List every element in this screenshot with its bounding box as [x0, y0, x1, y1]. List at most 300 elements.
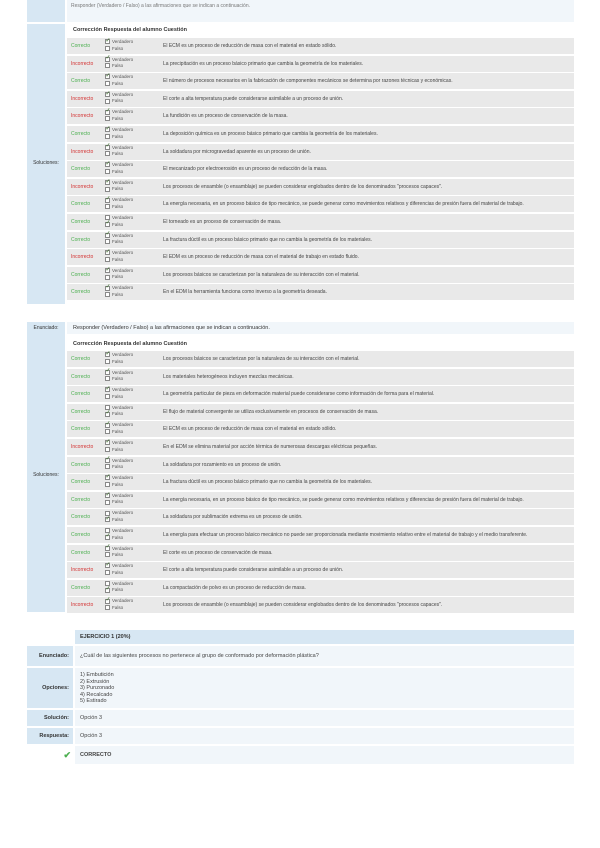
- checkbox-false-icon: [105, 134, 110, 139]
- table-row: [67, 179, 574, 196]
- top-strip-text: Responder (Verdadero / Falso) a las afirmaciones que se indican a continuación.: [67, 0, 574, 22]
- option-false: [105, 394, 163, 401]
- checkbox-false-icon: [105, 482, 110, 487]
- result-icon-cell: [27, 746, 73, 764]
- question-text: La energía necesaria, en un proceso básico de tipo mecánico, se puede generar como movimientos relativos y diferencias de presión fuera del material de trabajo.: [163, 201, 524, 208]
- table-row: [67, 56, 574, 73]
- result-label: Correcto: [71, 496, 91, 503]
- question-block-2: [27, 322, 574, 612]
- option-false-label: Falso: [112, 358, 124, 364]
- option-false-label: Falso: [112, 239, 124, 245]
- table-row: [67, 527, 574, 544]
- option-true-label: Verdadero: [112, 232, 134, 238]
- question-text: Los procesos básicos se caracterizan por la naturaleza de su interacción con el material.: [163, 356, 360, 362]
- result-label: Correcto: [71, 549, 91, 556]
- question-text: El torneado es un proceso de conservación de masa.: [163, 219, 282, 225]
- option-true-label: Verdadero: [112, 457, 134, 463]
- question-text: El EDM es un proceso de reducción de masa con el material de trabajo en estado fluido.: [163, 254, 359, 261]
- answer-options: [105, 581, 163, 595]
- table-row: [67, 457, 574, 474]
- option-item: 3) Punzonado: [80, 685, 115, 691]
- option-false: [105, 552, 163, 559]
- option-false: [105, 204, 163, 211]
- answer-options: [105, 250, 163, 264]
- question-text: La soldadura por sublimación extrema es un proceso de unión.: [163, 514, 303, 521]
- question-text: En el EDM la herramienta funciona como inverso a la geometría deseada.: [163, 289, 327, 296]
- table-row: [67, 232, 574, 249]
- question-text: La precipitación es un proceso básico primario que cambia la geometría de los materiales.: [163, 60, 364, 67]
- checkbox-false-icon: [105, 517, 110, 522]
- checkbox-true-icon: [105, 57, 110, 62]
- checkbox-false-icon: [105, 292, 110, 297]
- checkbox-true-icon: [105, 233, 110, 238]
- result-label: Incorrecto: [71, 148, 94, 155]
- checkbox-false-icon: [105, 552, 110, 557]
- result-label: Incorrecto: [71, 602, 94, 609]
- checkbox-true-icon: [105, 352, 110, 357]
- enunciado-row: [27, 646, 574, 666]
- checkbox-true-icon: [105, 475, 110, 480]
- option-false-label: Falso: [112, 151, 124, 157]
- question-text: Los procesos de ensamble (o ensamblaje) se pueden considerar englobados dentro de los denominados "procesos capaces".: [163, 183, 443, 190]
- option-true-label: Verdadero: [112, 39, 134, 44]
- option-false-label: Falso: [112, 516, 124, 522]
- checkbox-false-icon: [105, 204, 110, 209]
- option-true-label: Verdadero: [112, 352, 134, 357]
- checkbox-false-icon: [105, 116, 110, 121]
- question-text: La deposición química es un proceso básico primario que cambia la geometría de los materiales.: [163, 131, 378, 137]
- answer-options: [105, 57, 163, 71]
- side-panel: [27, 322, 65, 612]
- question-text: La geometría particular de pieza en deformación material puede considerarse como información de forma para el material.: [163, 391, 435, 398]
- option-true-label: Verdadero: [112, 197, 134, 203]
- option-false: [105, 292, 163, 299]
- table-row: [67, 161, 574, 178]
- option-false: [105, 587, 163, 594]
- checkbox-false-icon: [105, 187, 110, 192]
- exercise-header: [75, 630, 574, 644]
- answer-options: [105, 285, 163, 299]
- answer-options: [105, 370, 163, 384]
- option-false: [105, 116, 163, 123]
- checkbox-true-icon: [105, 563, 110, 568]
- question-text: La energía necesaria, en un proceso básico de tipo mecánico, se puede generar como movimientos relativos y diferencias de presión fuera del material de trabajo.: [163, 496, 524, 503]
- table-header: Corrección Respuesta del alumno Cuestión: [73, 27, 187, 33]
- option-false: [105, 535, 163, 542]
- table-row: [67, 439, 574, 456]
- result-label: Correcto: [71, 131, 91, 137]
- option-true-label: Verdadero: [112, 492, 134, 498]
- option-false-label: Falso: [112, 393, 124, 399]
- option-false: [105, 605, 163, 612]
- result-label: Incorrecto: [71, 95, 94, 102]
- solucion-row: [27, 710, 574, 726]
- option-true-label: Verdadero: [112, 475, 134, 481]
- table-row: [67, 214, 574, 231]
- result-label: Correcto: [71, 236, 91, 243]
- option-false-label: Falso: [112, 45, 124, 51]
- option-false: [105, 46, 163, 53]
- checkbox-false-icon: [105, 588, 110, 593]
- option-false-label: Falso: [112, 446, 124, 452]
- result-label: Correcto: [71, 201, 91, 208]
- option-false: [105, 98, 163, 105]
- option-false-label: Falso: [112, 604, 124, 610]
- question-block-1: [27, 24, 574, 304]
- option-item: 4) Recalcado: [80, 691, 113, 698]
- result-label: Correcto: [71, 271, 91, 278]
- checkbox-false-icon: [105, 63, 110, 68]
- option-true-label: Verdadero: [112, 109, 134, 115]
- checkbox-true-icon: [105, 180, 110, 185]
- table-row: [67, 126, 574, 143]
- result-label: Correcto: [71, 479, 91, 486]
- table-row: [67, 492, 574, 509]
- checkbox-true-icon: [105, 198, 110, 203]
- option-true-label: Verdadero: [112, 144, 134, 150]
- top-strip-label: [27, 0, 65, 22]
- checkbox-false-icon: [105, 222, 110, 227]
- question-text: La soldadura por rozamiento es un proceso de unión.: [163, 461, 282, 468]
- table-row: [67, 386, 574, 403]
- checkbox-false-icon: [105, 275, 110, 280]
- checkbox-false-icon: [105, 447, 110, 452]
- checkbox-false-icon: [105, 412, 110, 417]
- option-false-label: Falso: [112, 552, 124, 558]
- question-text: En el EDM se elimina material por acción térmica de numerosas descargas eléctricas pequeñas.: [163, 444, 377, 450]
- answer-options: [105, 598, 163, 612]
- question-text: La compactación de polvo es un proceso de reducción de masa.: [163, 584, 306, 591]
- checkbox-true-icon: [105, 145, 110, 150]
- result-value: CORRECTO: [75, 746, 574, 764]
- checkbox-true-icon: [105, 370, 110, 375]
- option-item: 2) Extrusión: [80, 678, 110, 685]
- check-icon: ✔: [63, 749, 71, 760]
- option-false-label: Falso: [112, 428, 124, 434]
- checkbox-true-icon: [105, 440, 110, 445]
- answer-options: [105, 74, 163, 88]
- option-true-label: Verdadero: [112, 528, 134, 533]
- table-row: [67, 369, 574, 386]
- answer-options: [105, 493, 163, 507]
- table-row: [67, 597, 574, 614]
- option-false-label: Falso: [112, 221, 124, 227]
- checkbox-false-icon: [105, 464, 110, 469]
- question-text: El ECM es un proceso de reducción de masa con el material en estado sólido.: [163, 426, 337, 433]
- option-true-label: Verdadero: [112, 56, 134, 62]
- question-text: El corte es un proceso de conservación de masa.: [163, 549, 273, 556]
- option-false: [105, 464, 163, 471]
- enunciado-value: ¿Cuál de las siguientes procesos no pertenece al grupo de conformado por deformación plástica?: [75, 646, 574, 666]
- option-false-label: Falso: [112, 499, 124, 505]
- option-false: [105, 359, 163, 366]
- question-text: El mecanizado por electroerosión es un proceso de reducción de la masa.: [163, 166, 328, 173]
- option-false: [105, 222, 163, 229]
- option-false-label: Falso: [112, 464, 124, 470]
- result-label: Correcto: [71, 166, 91, 173]
- option-true-label: Verdadero: [112, 215, 134, 220]
- option-false: [105, 411, 163, 418]
- question-text: Los procesos de ensamble (o ensamblaje) se pueden considerar englobados dentro de los denominados "procesos capaces".: [163, 602, 443, 609]
- option-false-label: Falso: [112, 376, 124, 382]
- respuesta-row: [27, 728, 574, 744]
- answer-options: [105, 162, 163, 176]
- checkbox-false-icon: [105, 394, 110, 399]
- option-false: [105, 257, 163, 264]
- option-false-label: Falso: [112, 587, 124, 593]
- answer-options: [105, 180, 163, 194]
- table-row: [67, 474, 574, 491]
- table-row: [67, 73, 574, 90]
- table-row: [67, 91, 574, 108]
- exercise-block: [27, 630, 574, 766]
- checkbox-false-icon: [105, 500, 110, 505]
- enunciado-label: Enunciado:: [27, 646, 73, 666]
- option-false: [105, 429, 163, 436]
- option-false-label: Falso: [112, 534, 124, 540]
- checkbox-true-icon: [105, 39, 110, 44]
- option-true-label: Verdadero: [112, 127, 134, 132]
- opciones-row: [27, 668, 574, 708]
- question-text: La energía para efectuar un proceso básico mecánico no puede ser proporcionada mediante movimiento relativo entre el material de trabajo y el medio transferente.: [163, 532, 528, 538]
- checkbox-false-icon: [105, 239, 110, 244]
- checkbox-true-icon: [105, 546, 110, 551]
- exercise-title: EJERCICIO 1 (20%): [80, 634, 131, 640]
- result-label: Correcto: [71, 43, 91, 49]
- answer-options: [105, 563, 163, 577]
- checkbox-false-icon: [105, 429, 110, 434]
- checkbox-true-icon: [105, 268, 110, 273]
- option-false-label: Falso: [112, 115, 124, 121]
- option-true-label: Verdadero: [112, 91, 134, 97]
- checkbox-true-icon: [105, 250, 110, 255]
- answer-options: [105, 109, 163, 123]
- answer-options: [105, 233, 163, 247]
- option-true-label: Verdadero: [112, 545, 134, 551]
- option-true-label: Verdadero: [112, 162, 134, 168]
- option-false: [105, 376, 163, 383]
- option-false-label: Falso: [112, 186, 124, 192]
- option-false-label: Falso: [112, 133, 124, 139]
- answer-options: [105, 127, 163, 141]
- option-true-label: Verdadero: [112, 404, 134, 410]
- option-true-label: Verdadero: [112, 369, 134, 375]
- option-true-label: Verdadero: [112, 74, 134, 80]
- result-label: Incorrecto: [71, 60, 94, 67]
- option-false: [105, 499, 163, 506]
- question-text: Los materiales heterogéneos incluyen mezclas mecánicas.: [163, 373, 294, 380]
- answer-options: [105, 440, 163, 454]
- checkbox-false-icon: [105, 605, 110, 610]
- checkbox-true-icon: [105, 74, 110, 79]
- table-row: [67, 404, 574, 421]
- option-false: [105, 169, 163, 176]
- option-true-label: Verdadero: [112, 387, 134, 393]
- answer-options: [105, 422, 163, 436]
- option-false: [105, 570, 163, 577]
- answer-options: [105, 510, 163, 524]
- checkbox-false-icon: [105, 99, 110, 104]
- option-false: [105, 151, 163, 158]
- answer-options: [105, 458, 163, 472]
- result-label: Correcto: [71, 391, 91, 398]
- option-item: 5) Estirado: [80, 698, 107, 704]
- checkbox-false-icon: [105, 535, 110, 540]
- option-true-label: Verdadero: [112, 179, 134, 185]
- question-text: El corte a alta temperatura puede considerarse asimilable a un proceso de unión.: [163, 95, 344, 102]
- option-true-label: Verdadero: [112, 422, 134, 428]
- result-label: Correcto: [71, 356, 91, 362]
- enunciado-label: Enunciado:: [33, 325, 59, 331]
- result-label: Incorrecto: [71, 444, 94, 450]
- answer-options: [105, 475, 163, 489]
- respuesta-label: Respuesta:: [27, 728, 73, 744]
- table-row: [67, 108, 574, 125]
- table-row: [67, 509, 574, 526]
- option-false: [105, 134, 163, 141]
- checkbox-false-icon: [105, 359, 110, 364]
- side-panel: [27, 24, 65, 304]
- option-false-label: Falso: [112, 98, 124, 104]
- option-true-label: Verdadero: [112, 598, 134, 604]
- option-false: [105, 517, 163, 524]
- option-true-label: Verdadero: [112, 563, 134, 569]
- result-label: Incorrecto: [71, 567, 94, 574]
- result-label: Correcto: [71, 584, 91, 591]
- question-text: La fractura dúctil es un proceso básico primario que no cambia la geometría de los materiales.: [163, 236, 372, 243]
- option-true-label: Verdadero: [112, 580, 134, 586]
- option-false: [105, 63, 163, 70]
- answer-options: [105, 92, 163, 106]
- checkbox-true-icon: [105, 127, 110, 132]
- checkbox-false-icon: [105, 81, 110, 86]
- question-text: Los procesos básicos se caracterizan por la naturaleza de su interacción con el material.: [163, 271, 360, 278]
- soluciones-label: Soluciones:: [33, 160, 59, 166]
- table-row: [67, 421, 574, 438]
- table-row: [67, 38, 574, 55]
- result-label: Correcto: [71, 408, 91, 415]
- question-text: El número de procesos necesarios en la fabricación de componentes mecánicos se determina por razones técnicas y económicas.: [163, 78, 453, 85]
- option-false-label: Falso: [112, 291, 124, 297]
- answer-options: [105, 39, 163, 53]
- option-false-label: Falso: [112, 63, 124, 69]
- checkbox-true-icon: [105, 599, 110, 604]
- table-row: [67, 562, 574, 579]
- checkbox-false-icon: [105, 376, 110, 381]
- option-true-label: Verdadero: [112, 510, 134, 516]
- top-strip: [27, 0, 574, 22]
- option-false: [105, 81, 163, 88]
- table-row: [67, 196, 574, 213]
- soluciones-label: Soluciones:: [33, 472, 59, 478]
- question-content: [67, 322, 574, 612]
- table-row: [67, 249, 574, 266]
- checkbox-false-icon: [105, 46, 110, 51]
- table-header: Corrección Respuesta del alumno Cuestión: [73, 341, 187, 347]
- table-row: [67, 351, 574, 368]
- option-false-label: Falso: [112, 411, 124, 417]
- answer-options: [105, 145, 163, 159]
- checkbox-true-icon: [105, 92, 110, 97]
- answer-options: [105, 268, 163, 282]
- option-false: [105, 186, 163, 193]
- option-false-label: Falso: [112, 80, 124, 86]
- option-false: [105, 239, 163, 246]
- table-row: [67, 545, 574, 562]
- opciones-list: [75, 668, 574, 708]
- answer-options: [105, 528, 163, 542]
- option-false-label: Falso: [112, 274, 124, 280]
- checkbox-true-icon: [105, 387, 110, 392]
- result-label: Correcto: [71, 373, 91, 380]
- solucion-value: Opción 3: [75, 710, 574, 726]
- checkbox-false-icon: [105, 151, 110, 156]
- checkbox-true-icon: [105, 286, 110, 291]
- respuesta-value: Opción 3: [75, 728, 574, 744]
- result-label: Incorrecto: [71, 183, 94, 190]
- answer-options: [105, 546, 163, 560]
- option-false-label: Falso: [112, 256, 124, 262]
- question-text: La soldadura por microgravedad aparente es un proceso de unión.: [163, 148, 311, 155]
- result-label: Incorrecto: [71, 254, 94, 261]
- option-false-label: Falso: [112, 569, 124, 575]
- checkbox-true-icon: [105, 423, 110, 428]
- result-label: Correcto: [71, 219, 91, 225]
- option-false: [105, 447, 163, 454]
- option-false-label: Falso: [112, 203, 124, 209]
- table-row: [67, 144, 574, 161]
- result-label: Correcto: [71, 514, 91, 521]
- checkbox-false-icon: [105, 169, 110, 174]
- option-false: [105, 274, 163, 281]
- table-row: [67, 284, 574, 301]
- checkbox-false-icon: [105, 257, 110, 262]
- answer-options: [105, 387, 163, 401]
- solucion-label: Solución:: [27, 710, 73, 726]
- option-item: 1) Embutición: [80, 672, 114, 678]
- result-label: Correcto: [71, 78, 91, 85]
- option-true-label: Verdadero: [112, 250, 134, 256]
- question-content: [67, 24, 574, 304]
- option-true-label: Verdadero: [112, 440, 134, 445]
- answer-options: [105, 405, 163, 419]
- option-false: [105, 482, 163, 489]
- checkbox-true-icon: [105, 493, 110, 498]
- checkbox-false-icon: [105, 570, 110, 575]
- option-true-label: Verdadero: [112, 285, 134, 291]
- question-text: La fundición es un proceso de conservación de la masa.: [163, 113, 288, 120]
- answer-options: [105, 352, 163, 366]
- answer-options: [105, 215, 163, 229]
- option-false-label: Falso: [112, 481, 124, 487]
- result-label: Correcto: [71, 532, 91, 538]
- question-text: La fractura dúctil es un proceso básico primario que no cambia la geometría de los materiales.: [163, 479, 372, 486]
- checkbox-true-icon: [105, 110, 110, 115]
- result-label: Correcto: [71, 289, 91, 296]
- result-label: Correcto: [71, 461, 91, 468]
- opciones-label: Opciones:: [27, 668, 73, 708]
- enunciado-text: Responder (Verdadero / Falso) a las afirmaciones que se indican a continuación.: [67, 322, 574, 334]
- question-text: El ECM es un proceso de reducción de masa con el material en estado sólido.: [163, 43, 337, 49]
- option-false-label: Falso: [112, 168, 124, 174]
- question-text: El flujo de material convergente se utiliza exclusivamente en procesos de conservación de masa.: [163, 408, 379, 415]
- option-true-label: Verdadero: [112, 267, 134, 273]
- answer-options: [105, 197, 163, 211]
- question-text: El corte a alta temperatura puede considerarse asimilable a un proceso de unión.: [163, 567, 344, 574]
- checkbox-true-icon: [105, 162, 110, 167]
- table-row: [67, 267, 574, 284]
- table-row: [67, 580, 574, 597]
